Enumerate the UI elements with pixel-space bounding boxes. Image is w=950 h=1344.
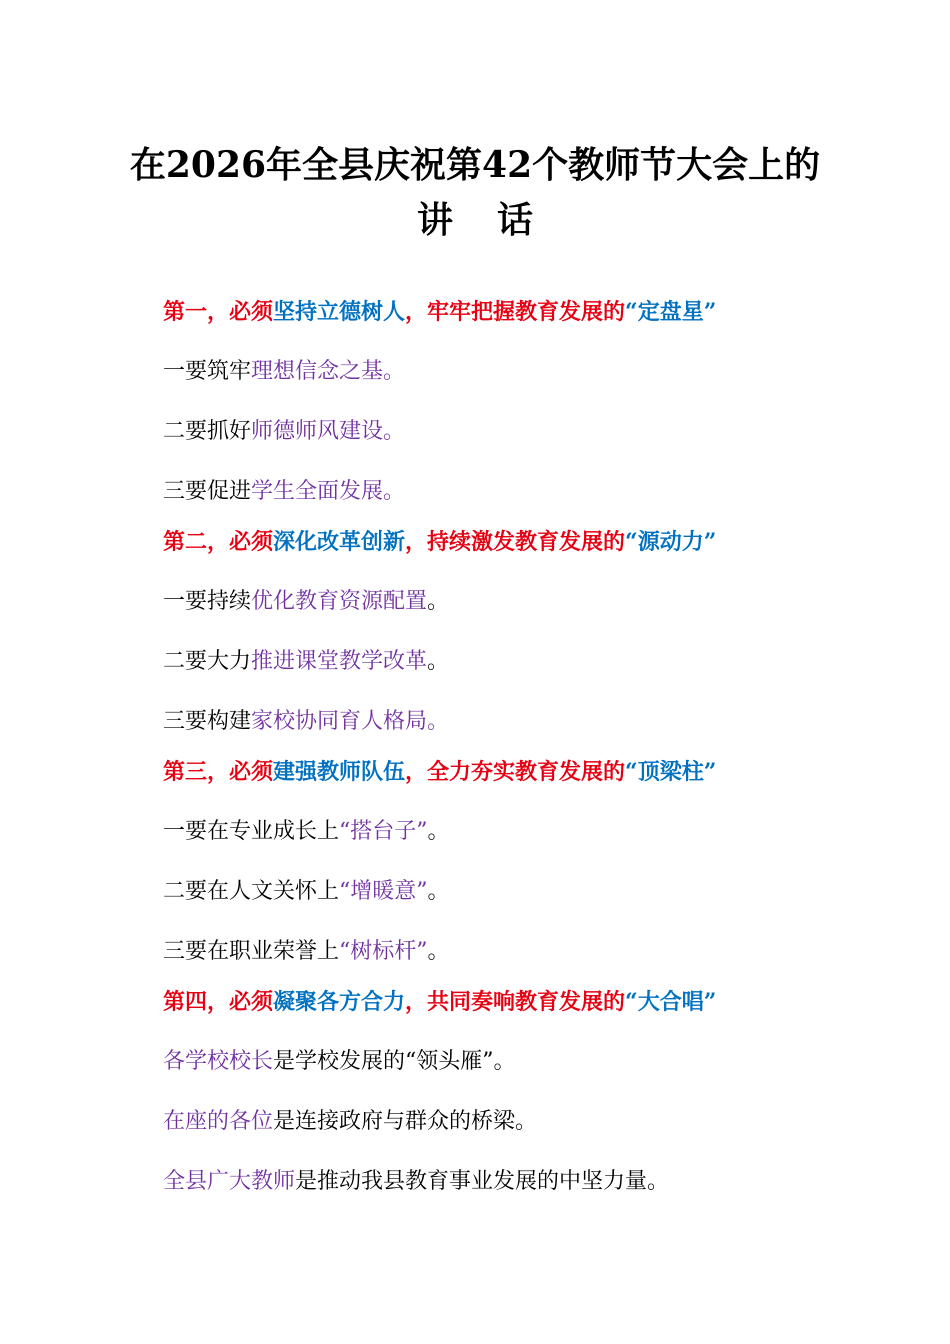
section-fourth-item-2-segment: 在座的各位 — [163, 1109, 274, 1134]
section-heading-first-segment: 坚持立德树人 — [273, 299, 406, 325]
section-heading-second-segment: ，持续激发教育发展的 — [405, 529, 626, 555]
section-fourth-item-3 — [163, 1168, 669, 1196]
section-heading-second — [163, 528, 716, 556]
section-fourth-item-1 — [163, 1048, 516, 1076]
section-heading-first — [163, 298, 716, 326]
section-third-item-3-segment: “树标杆” — [339, 939, 428, 964]
section-heading-third-segment: ，全力夯实教育发展的 — [405, 759, 626, 785]
section-heading-fourth-segment: ，共同奏响教育发展的 — [405, 989, 626, 1015]
section-fourth-item-2 — [163, 1108, 537, 1136]
section-second-item-1-segment: 优化教育资源配置 — [251, 589, 428, 614]
document-title-line-2: 讲话 — [416, 199, 577, 241]
section-first-item-2 — [163, 418, 405, 446]
section-heading-first-segment: “定盘星” — [625, 299, 717, 325]
section-third-item-2 — [163, 878, 450, 906]
section-second-item-2-segment: 二要大力 — [163, 649, 252, 674]
section-third-item-3 — [163, 938, 450, 966]
section-second-item-1 — [163, 588, 449, 616]
document-title-line-1: 在2026年全县庆祝第42个教师节大会上的 — [129, 144, 821, 186]
section-heading-first-segment: 第一，必须 — [163, 299, 274, 325]
section-third-item-3-segment: 三要在职业荣誉上 — [163, 939, 340, 964]
section-first-item-3-segment: 三要促进 — [163, 479, 252, 504]
section-first-item-3-segment: 学生全面发展。 — [251, 479, 406, 504]
section-heading-third-segment: 第三，必须 — [163, 759, 274, 785]
section-first-item-1-segment: 理想信念之基。 — [251, 359, 406, 384]
section-second-item-3 — [163, 708, 449, 736]
section-third-item-1-segment: 一要在专业成长上 — [163, 819, 340, 844]
section-first-item-1 — [163, 358, 405, 386]
section-heading-fourth-segment: 第四，必须 — [163, 989, 274, 1015]
section-second-item-1-segment: 一要持续 — [163, 589, 252, 614]
section-third-item-3-segment: 。 — [427, 939, 450, 964]
section-heading-third — [163, 758, 716, 786]
section-heading-third-segment: “顶梁柱” — [625, 759, 717, 785]
section-heading-fourth-segment: 凝聚各方合力 — [273, 989, 406, 1015]
section-fourth-item-3-segment: 全县广大教师 — [163, 1169, 296, 1194]
section-heading-fourth — [163, 988, 716, 1016]
section-second-item-3-segment: 家校协同育人格局。 — [251, 709, 450, 734]
section-heading-first-segment: ，牢牢把握教育发展的 — [405, 299, 626, 325]
section-second-item-2 — [163, 648, 449, 676]
section-third-item-1-segment: 。 — [427, 819, 450, 844]
section-heading-second-segment: 深化改革创新 — [273, 529, 406, 555]
section-fourth-item-2-segment: 是连接政府与群众的桥梁。 — [273, 1109, 538, 1134]
section-third-item-2-segment: 。 — [427, 879, 450, 904]
section-third-item-1-segment: “搭台子” — [339, 819, 428, 844]
section-heading-second-segment: 第二，必须 — [163, 529, 274, 555]
section-second-item-3-segment: 三要构建 — [163, 709, 252, 734]
section-heading-third-segment: 建强教师队伍 — [273, 759, 406, 785]
section-fourth-item-1-segment: 各学校校长 — [163, 1049, 274, 1074]
section-fourth-item-1-segment: 是学校发展的“领头雁”。 — [273, 1049, 516, 1074]
section-first-item-2-segment: 师德师风建设。 — [251, 419, 406, 444]
section-first-item-2-segment: 二要抓好 — [163, 419, 252, 444]
section-heading-second-segment: “源动力” — [625, 529, 717, 555]
section-third-item-2-segment: “增暖意” — [339, 879, 428, 904]
section-third-item-1 — [163, 818, 450, 846]
section-first-item-1-segment: 一要筑牢 — [163, 359, 252, 384]
section-first-item-3 — [163, 478, 405, 506]
section-heading-fourth-segment: “大合唱” — [625, 989, 717, 1015]
section-third-item-2-segment: 二要在人文关怀上 — [163, 879, 340, 904]
section-fourth-item-3-segment: 是推动我县教育事业发展的中坚力量。 — [295, 1169, 670, 1194]
section-second-item-2-segment: 。 — [427, 649, 450, 674]
section-second-item-2-segment: 推进课堂教学改革 — [251, 649, 428, 674]
section-second-item-1-segment: 。 — [427, 589, 450, 614]
